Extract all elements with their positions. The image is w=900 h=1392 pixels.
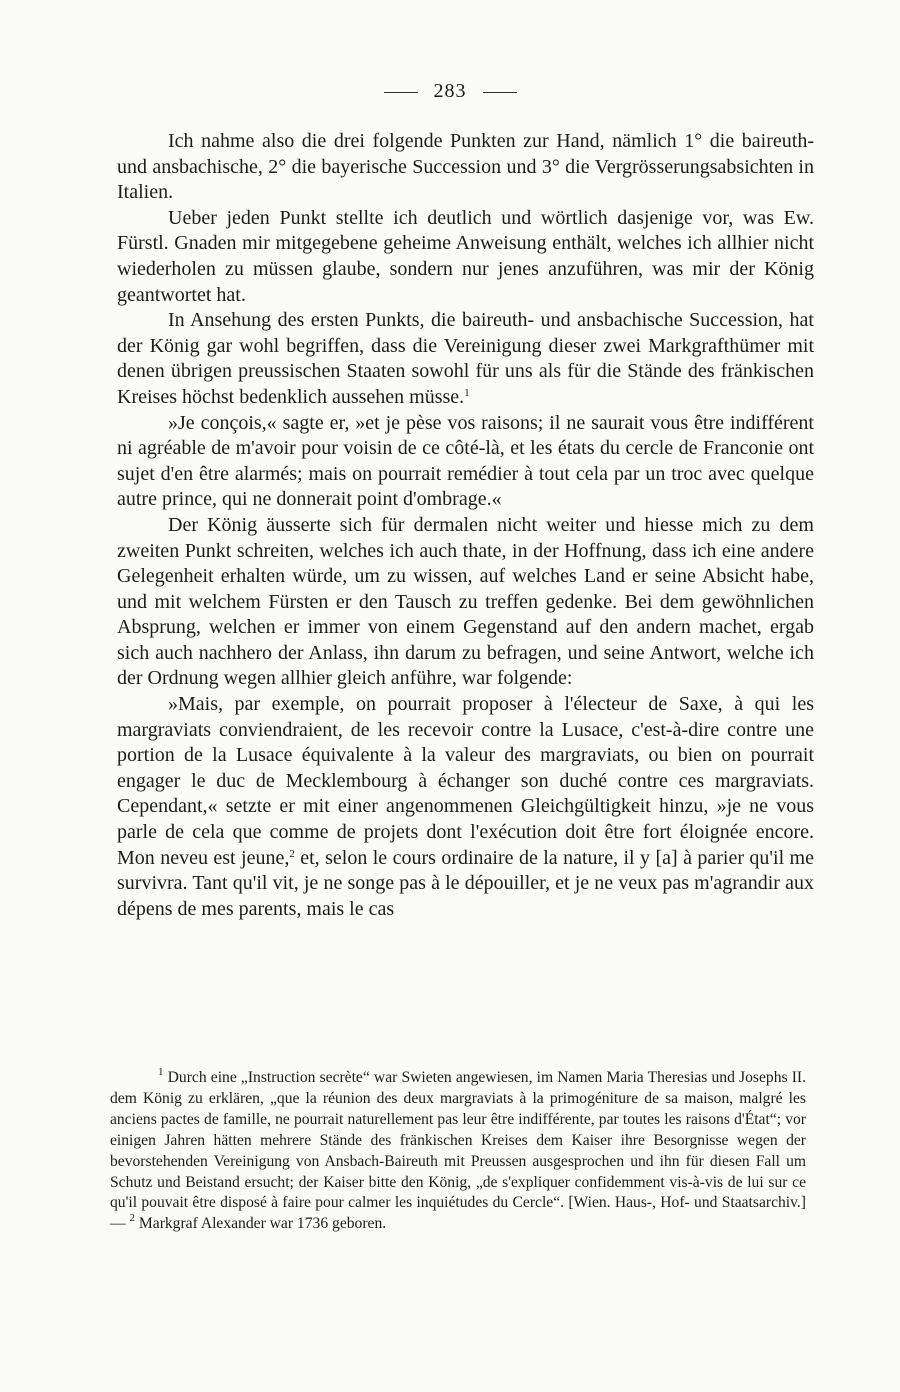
paragraph-1: Ich nahme also die drei folgende Punkten zur Hand, nämlich 1° die baireuth- und ansbachische, 2° die bayerische Succession und 3° die Vergrösserungsabsichten in Italien. bbox=[117, 130, 814, 204]
page-header bbox=[0, 80, 900, 103]
paragraph-2: Ueber jeden Punkt stellte ich deutlich und wörtlich dasjenige vor, was Ew. Fürstl. Gnaden mir mitgegebene geheime Anweisung enthält, welches ich allhier nicht wiederholen zu müssen glaube, sondern nur jenes anzuführen, was mir der König geantwortet hat. bbox=[117, 206, 814, 306]
footnote-ref-1: 1 bbox=[464, 386, 470, 399]
paragraph-6 bbox=[117, 692, 814, 922]
paragraph-3 bbox=[117, 308, 814, 410]
paragraph-4: »Je conçois,« sagte er, »et je pèse vos raisons; il ne saurait vous être indifférent ni agréable de m'avoir pour voisin de ce côté-là, et les états du cercle de Franconie ont sujet d'en être alarmés; mais on pourrait remédier à tout cela par un troc avec quelque autre prince, qui ne donnerait point d'ombrage.« bbox=[117, 411, 814, 511]
footnote-1: Durch eine „Instruction secrète“ war Swieten angewiesen, im Namen Maria Theresias und Josephs II. dem König zu erklären, „que la réunion des deux margraviats à la primogéniture de sa maison, malgré les anciens pactes de famille, ne pourrait naturellement pas leur être indifférente, par toutes les raisons d'État“; vor einigen Jahren hätten mehrere Stände des fränkischen Kreises dem Kaiser ihre Besorgnisse wegen der bevorstehenden Vereinigung von Ansbach-Baireuth mit Preussen ausgesprochen und ihn für diesen Fall um Schutz und Beistand ersucht; der Kaiser bitte den König, „de s'expliquer confidemment vis-à-vis de lui sur ce qu'il pouvait être disposé à faire pour calmer les inquiétudes du Cercle“. [Wien. Haus-, Hof- und Staatsarchiv.] — bbox=[110, 1069, 807, 1233]
footnote-mark-1: 1 bbox=[158, 1066, 164, 1078]
footnote-2: Markgraf Alexander war 1736 geboren. bbox=[138, 1215, 387, 1233]
main-text bbox=[117, 129, 814, 922]
footnote-ref-2: 2 bbox=[289, 847, 295, 860]
paragraph-6-text-b: et, selon le cours ordinaire de la nature, il y [a] à parier qu'il me survivra. Tant qu'il vit, je ne songe pas à le dépouiller, et je ne veux pas m'agrandir aux dépens de mes parents, mais le cas bbox=[117, 846, 814, 920]
footnotes bbox=[110, 1068, 806, 1235]
paragraph-5: Der König äusserte sich für dermalen nicht weiter und hiesse mich zu dem zweiten Punkt schreiten, welches ich auch thate, in der Hoffnung, dass ich eine andere Gelegenheit erhalten würde, um zu wissen, auf welches Land er seine Absicht habe, und mit welchem Fürsten er den Tausch zu treffen gedenke. Bei dem gewöhnlichen Absprung, welchen er immer von einem Gegenstand auf den andern machet, ergab sich auch nachhero der Anlass, ihn darum zu befragen, und seine Antwort, welche ich der Ordnung wegen allhier gleich anführe, war folgende: bbox=[117, 513, 814, 690]
paragraph-6-text-a: »Mais, par exemple, on pourrait proposer à l'électeur de Saxe, à qui les margraviats conviendraient, de les recevoir contre la Lusace, c'est-à-dire contre une portion de la Lusace équivalente à la valeur des margraviats, ou bien on pourrait engager le duc de Mecklembourg à échanger son duché contre ces margraviats. Cependant,« setzte er mit einer angenommenen Gleichgültigkeit hinzu, »je ne vous parle de cela que comme de projets dont l'exécution doit être fort éloignée encore. Mon neveu est jeune, bbox=[117, 693, 814, 869]
page-number: 283 bbox=[433, 80, 467, 102]
paragraph-3-text: In Ansehung des ersten Punkts, die baireuth- und ansbachische Succession, hat der König gar wohl begriffen, dass die Vereinigung dieser zwei Markgrafthümer mit denen übrigen preussischen Staaten sowohl für uns als für die Stände des fränkischen Kreises höchst bedenklich aussehen müsse. bbox=[117, 309, 814, 408]
footnote-mark-2: 2 bbox=[129, 1212, 135, 1225]
header-dash-right bbox=[483, 92, 517, 93]
footnote-text bbox=[110, 1068, 806, 1235]
header-dash-left bbox=[384, 92, 418, 93]
